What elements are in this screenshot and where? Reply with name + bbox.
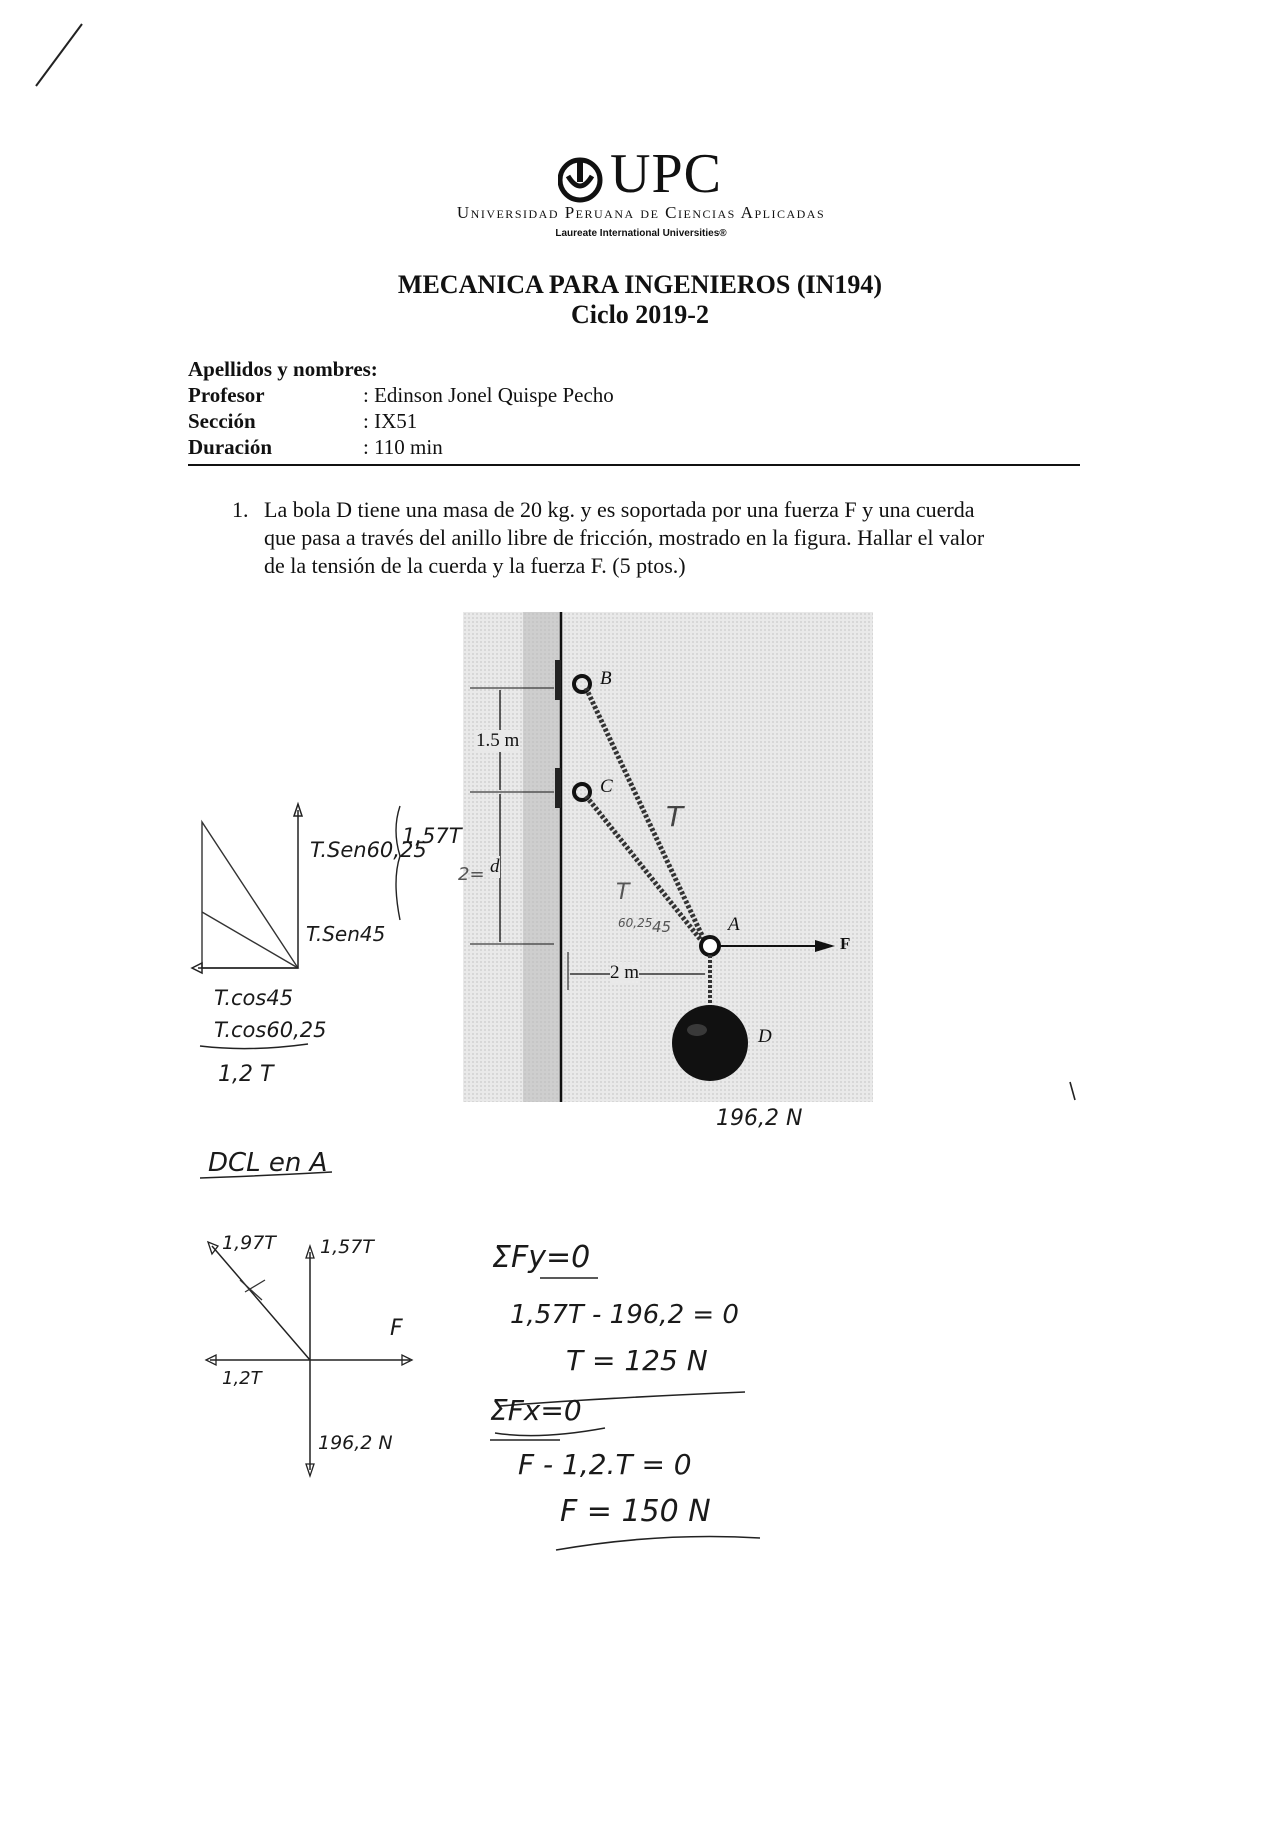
ball-d [672, 1005, 748, 1081]
hand-eq1: ΣFy=0 [492, 1240, 591, 1275]
hand-fig-d-eq: 2= [458, 864, 485, 885]
hand-eq2: 1,57T - 196,2 = 0 [510, 1300, 739, 1330]
course-title: MECANICA PARA INGENIEROS (IN194) [397, 270, 883, 299]
stray-mark [1070, 1082, 1075, 1100]
bracket-c [555, 768, 561, 808]
hand-fig-weight: 196,2 N [716, 1106, 803, 1131]
laureate-text: Laureate International Universities® [555, 228, 727, 239]
hand-eq4: ΣFx=0 [490, 1394, 582, 1427]
section-label: Sección [188, 409, 256, 433]
label-c: C [600, 776, 613, 797]
duration-value: : 110 min [363, 435, 443, 459]
hand-dcl-197t: 1,97T [222, 1232, 276, 1254]
hand-tri-12t: 1,2 T [218, 1062, 274, 1087]
hand-fig-angle-60: 60,25 [618, 916, 653, 930]
hand-fig-t: T [666, 800, 684, 833]
label-b: B [600, 668, 612, 689]
ring-a [701, 937, 719, 955]
label-d: D [758, 1026, 772, 1047]
hand-dcl-196: 196,2 N [318, 1432, 393, 1454]
hand-tri-tcos45: T.cos45 [214, 986, 294, 1010]
hand-eq5: F - 1,2.T = 0 [518, 1448, 692, 1481]
label-f: F [840, 934, 851, 953]
hand-dcl-12t: 1,2T [222, 1368, 262, 1389]
name-label: Apellidos y nombres: [188, 357, 378, 381]
bracket-b [555, 660, 561, 700]
dim-horizontal: 2 m [610, 962, 640, 983]
cycle-title: Ciclo 2019-2 [571, 300, 709, 329]
dim-vertical-bottom: d [490, 856, 500, 877]
problem-number: 1. [232, 497, 249, 522]
dim-vertical-top: 1.5 m [476, 730, 520, 751]
professor-label: Profesor [188, 383, 265, 407]
force-f-arrowhead [815, 940, 835, 952]
hand-eq3: T = 125 N [566, 1344, 708, 1377]
hand-triangle [202, 822, 298, 968]
hand-tri-tsin45: T.Sen45 [306, 922, 386, 946]
hand-tri-157t: 1,57T [402, 824, 462, 848]
dcl-diagonal [212, 1246, 310, 1360]
problem-line-3: de la tensión de la cuerda y la fuerza F. (5 ptos.) [264, 553, 686, 578]
problem-line-2: que pasa a través del anillo libre de fricción, mostrado en la figura. Hallar el valor [264, 525, 985, 550]
hand-fig-t2: T [616, 880, 630, 905]
duration-label: Duración [188, 435, 272, 459]
hand-tri-tsin60: T.Sen60,25 [310, 838, 427, 862]
hand-dcl-title: DCL en A [208, 1148, 328, 1178]
university-name: Universidad Peruana de Ciencias Aplicadas [456, 203, 826, 222]
hand-eq6: F = 150 N [560, 1494, 711, 1529]
hand-tri-tcos60: T.cos60,25 [214, 1018, 327, 1042]
hand-dcl-157t: 1,57T [320, 1236, 374, 1258]
label-a: A [728, 914, 740, 935]
section-value: : IX51 [363, 409, 418, 433]
professor-value: : Edinson Jonel Quispe Pecho [363, 383, 614, 407]
hand-fig-angle-45: 45 [652, 918, 672, 936]
hand-dcl-f: F [390, 1316, 403, 1341]
logo-text: UPC [610, 143, 722, 205]
problem-line-1: La bola D tiene una masa de 20 kg. y es soportada por una fuerza F y una cuerda [264, 497, 975, 522]
